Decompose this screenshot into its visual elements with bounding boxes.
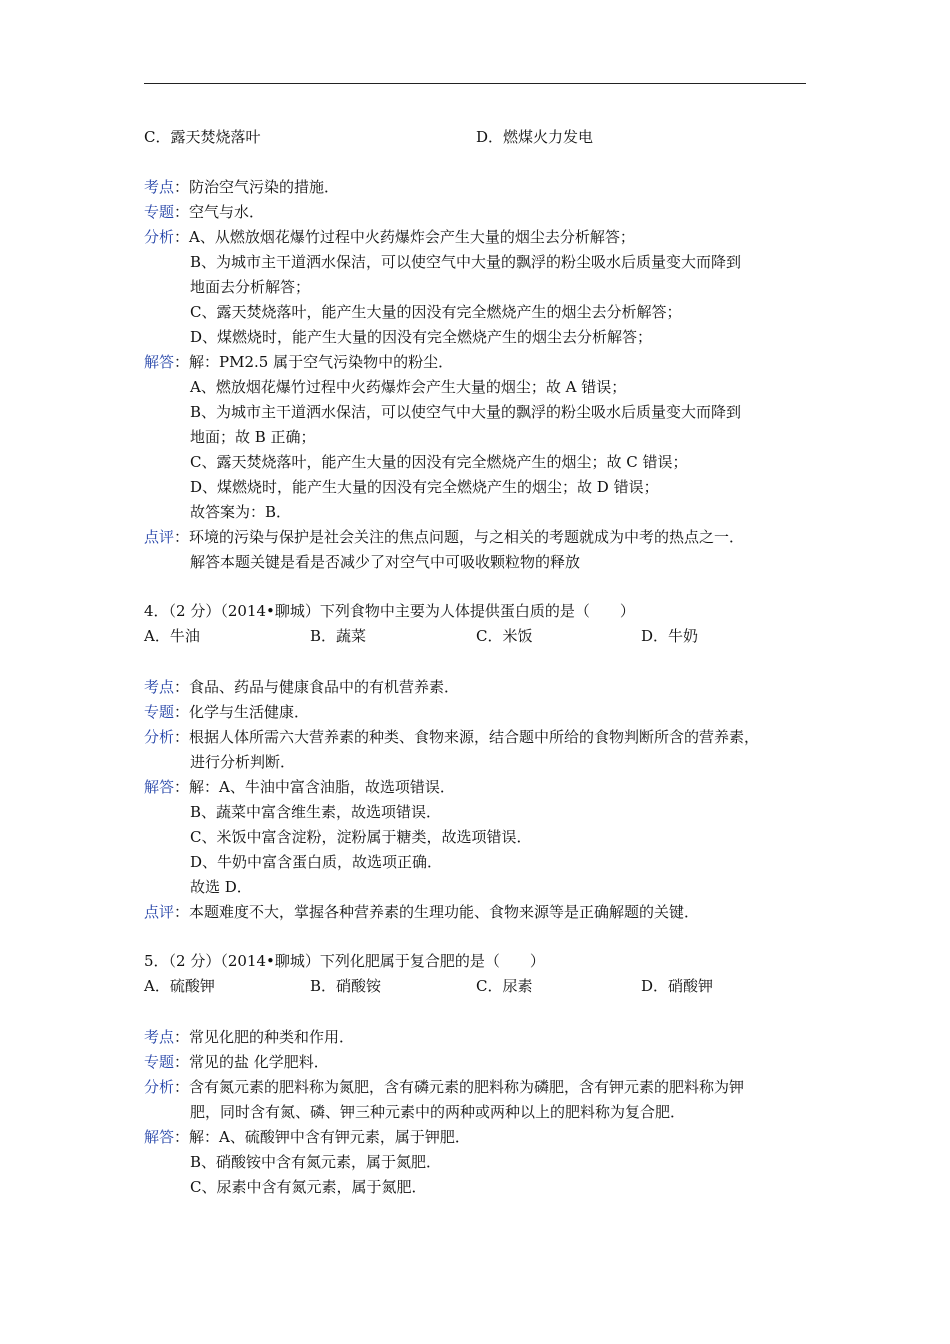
q3-fenxi: 分析：A、从燃放烟花爆竹过程中火药爆炸会产生大量的烟尘去分析解答； [144, 228, 635, 246]
q3-jieda-line: B、为城市主干道洒水保洁，可以使空气中大量的飘浮的粉尘吸水后质量变大而降到 [190, 403, 742, 421]
q4-question: 4．（2 分）（2014•聊城）下列食物中主要为人体提供蛋白质的是（ ） [144, 602, 635, 620]
q4-option-a: A．牛油 [144, 627, 200, 645]
q3-fenxi-line: C、露天焚烧落叶，能产生大量的因没有完全燃烧产生的烟尘去分析解答； [190, 303, 682, 321]
q3-jieda-line: 故答案为：B． [190, 503, 292, 521]
q3-fenxi-line: D、煤燃烧时，能产生大量的因没有完全燃烧产生的烟尘去分析解答； [190, 328, 653, 346]
dianping-label: 点评 [144, 528, 175, 546]
kaodian-label: 考点 [144, 1028, 175, 1046]
jieda-label: 解答 [144, 1128, 175, 1146]
q5-fenxi-line: 肥，同时含有氮、磷、钾三种元素中的两种或两种以上的肥料称为复合肥． [190, 1103, 686, 1121]
q3-jieda: 解答：解：PM2.5 属于空气污染物中的粉尘． [144, 353, 454, 371]
q4-option-b: B．蔬菜 [310, 627, 367, 645]
q5-option-d: D．硝酸钾 [641, 977, 714, 995]
dianping-label: 点评 [144, 903, 175, 921]
q3-jieda-line: A、燃放烟花爆竹过程中火药爆炸会产生大量的烟尘；故 A 错误； [190, 378, 627, 396]
q4-jieda-line: C、米饭中富含淀粉，淀粉属于糖类，故选项错误． [190, 828, 532, 846]
q5-option-a: A．硫酸钾 [144, 977, 215, 995]
q4-fenxi: 分析：根据人体所需六大营养素的种类、食物来源，结合题中所给的食物判断所含的营养素， [144, 728, 760, 746]
q3-dianping: 点评：环境的污染与保护是社会关注的焦点问题，与之相关的考题就成为中考的热点之一． [144, 528, 745, 546]
q4-option-c: C．米饭 [476, 627, 533, 645]
q5-kaodian: 考点：常见化肥的种类和作用． [144, 1028, 355, 1046]
q3-dianping-line: 解答本题关键是看是否减少了对空气中可吸收颗粒物的释放 [190, 553, 581, 571]
q4-jieda-line: B、蔬菜中富含维生素，故选项错误． [190, 803, 442, 821]
q5-question: 5．（2 分）（2014•聊城）下列化肥属于复合肥的是（ ） [144, 952, 545, 970]
q4-option-d: D．牛奶 [641, 627, 699, 645]
q3-option-c: C．露天焚烧落叶 [144, 128, 261, 146]
q4-jieda-line: D、牛奶中富含蛋白质，故选项正确． [190, 853, 443, 871]
fenxi-label: 分析 [144, 1078, 175, 1096]
q4-jieda: 解答：解：A、牛油中富含油脂，故选项错误． [144, 778, 455, 796]
header-rule [144, 83, 806, 84]
q5-jieda-line: B、硝酸铵中含有氮元素，属于氮肥． [190, 1153, 442, 1171]
q3-zhuanti: 专题：空气与水． [144, 203, 265, 221]
kaodian-label: 考点 [144, 178, 175, 196]
fenxi-label: 分析 [144, 228, 175, 246]
q3-jieda-line: 地面；故 B 正确； [190, 428, 316, 446]
q4-dianping: 点评：本题难度不大，掌握各种营养素的生理功能、食物来源等是正确解题的关键． [144, 903, 700, 921]
q5-option-c: C．尿素 [476, 977, 533, 995]
q4-jieda-line: 故选 D． [190, 878, 252, 896]
zhuanti-label: 专题 [144, 1053, 175, 1071]
jieda-label: 解答 [144, 778, 175, 796]
q5-zhuanti: 专题：常见的盐 化学肥料． [144, 1053, 329, 1071]
q3-kaodian: 考点：防治空气污染的措施． [144, 178, 340, 196]
zhuanti-label: 专题 [144, 703, 175, 721]
fenxi-label: 分析 [144, 728, 175, 746]
q3-jieda-line: C、露天焚烧落叶，能产生大量的因没有完全燃烧产生的烟尘；故 C 错误； [190, 453, 688, 471]
q5-option-b: B．硝酸铵 [310, 977, 382, 995]
q5-jieda-line: C、尿素中含有氮元素，属于氮肥． [190, 1178, 427, 1196]
zhuanti-label: 专题 [144, 203, 175, 221]
q4-kaodian: 考点：食品、药品与健康食品中的有机营养素． [144, 678, 460, 696]
q5-fenxi: 分析：含有氮元素的肥料称为氮肥，含有磷元素的肥料称为磷肥，含有钾元素的肥料称为钾 [144, 1078, 745, 1096]
q4-fenxi-line: 进行分析判断． [190, 753, 296, 771]
kaodian-label: 考点 [144, 678, 175, 696]
q3-jieda-line: D、煤燃烧时，能产生大量的因没有完全燃烧产生的烟尘；故 D 错误； [190, 478, 659, 496]
q3-fenxi-line: B、为城市主干道洒水保洁，可以使空气中大量的飘浮的粉尘吸水后质量变大而降到 [190, 253, 742, 271]
q3-option-d: D．燃煤火力发电 [476, 128, 594, 146]
q5-jieda: 解答：解：A、硫酸钾中含有钾元素，属于钾肥． [144, 1128, 470, 1146]
q3-fenxi-line: 地面去分析解答； [190, 278, 311, 296]
q4-zhuanti: 专题：化学与生活健康． [144, 703, 310, 721]
jieda-label: 解答 [144, 353, 175, 371]
